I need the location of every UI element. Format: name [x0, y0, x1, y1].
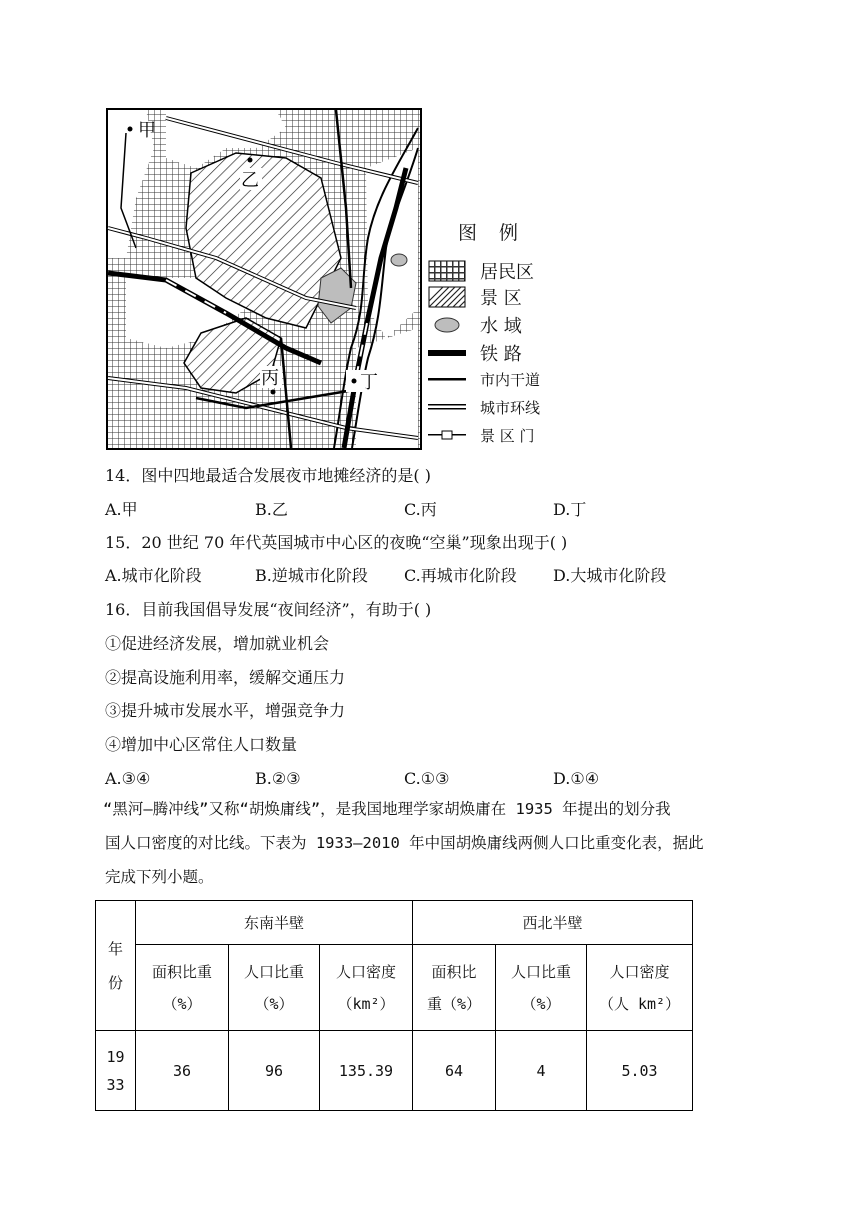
- cell-se-density: 135.39: [320, 1031, 413, 1111]
- ring-road-swatch-icon: [428, 396, 466, 418]
- row-year: 19 33: [96, 1031, 136, 1111]
- legend-item-water: 水 域: [428, 312, 522, 338]
- railway-swatch-icon: [428, 342, 466, 364]
- col-nw-pop: 人口比重 （%）: [496, 945, 587, 1031]
- q16-statement-2: ②提高设施利用率，缓解交通压力: [105, 668, 346, 687]
- pond: [391, 254, 407, 266]
- q16-statement-1: ①促进经济发展，增加就业机会: [105, 634, 330, 653]
- legend-title: 图 例: [458, 222, 527, 244]
- water-swatch-icon: [428, 314, 466, 336]
- legend-item-arterial: 市内干道: [428, 368, 540, 390]
- q14-option-b[interactable]: B.乙: [255, 500, 288, 519]
- legend-item-gate: 景 区 门: [428, 424, 535, 446]
- q14-option-d[interactable]: D.丁: [553, 500, 587, 519]
- cell-nw-density: 5.03: [587, 1031, 693, 1111]
- q16-option-d[interactable]: D.①④: [553, 769, 600, 788]
- question-14-stem: 14．图中四地最适合发展夜市地摊经济的是( ): [105, 466, 431, 485]
- q16-statement-3: ③提升城市发展水平，增强竞争力: [105, 701, 346, 720]
- question-15-stem: 15．20 世纪 70 年代英国城市中心区的夜晚“空巢”现象出现于( ): [105, 533, 568, 552]
- legend-item-residential: 居民区: [428, 258, 534, 284]
- cell-nw-area: 64: [413, 1031, 496, 1111]
- southeast-header: 东南半壁: [136, 901, 413, 945]
- col-se-pop: 人口比重 （%）: [229, 945, 320, 1031]
- col-nw-density: 人口密度 （人 km²）: [587, 945, 693, 1031]
- place-label-ding: 丁: [360, 372, 378, 393]
- arterial-swatch-icon: [428, 368, 466, 390]
- population-table: [95, 900, 693, 1111]
- q16-option-a[interactable]: A.③④: [105, 769, 151, 788]
- cell-se-area: 36: [136, 1031, 229, 1111]
- passage-line-3: 完成下列小题。: [105, 868, 214, 886]
- legend-item-scenic: 景 区: [428, 284, 522, 310]
- place-dot-jia: [128, 127, 133, 132]
- year-header: 年 份: [96, 901, 136, 1031]
- q14-option-a[interactable]: A.甲: [105, 500, 138, 519]
- q15-option-b[interactable]: B.逆城市化阶段: [255, 566, 368, 585]
- scenic-swatch-icon: [428, 286, 466, 308]
- northwest-header: 西北半壁: [413, 901, 693, 945]
- legend-item-ring: 城市环线: [428, 396, 540, 418]
- cell-se-pop: 96: [229, 1031, 320, 1111]
- question-16-stem: 16．目前我国倡导发展“夜间经济”，有助于( ): [105, 600, 432, 619]
- q14-option-c[interactable]: C.丙: [404, 500, 437, 519]
- legend-item-railway: 铁 路: [428, 340, 522, 366]
- q16-statement-4: ④增加中心区常住人口数量: [105, 735, 298, 754]
- q15-option-d[interactable]: D.大城市化阶段: [553, 566, 667, 585]
- passage-line-1: “黑河—腾冲线”又称“胡焕庸线”，是我国地理学家胡焕庸在 1935 年提出的划分我: [103, 800, 671, 818]
- hu-line-passage: [105, 792, 765, 894]
- gate-swatch-icon: [428, 424, 466, 446]
- q15-option-a[interactable]: A.城市化阶段: [105, 566, 202, 585]
- col-nw-area: 面积比 重（%）: [413, 945, 496, 1031]
- passage-line-2: 国人口密度的对比线。下表为 1933—2010 年中国胡焕庸线两侧人口比重变化表，据此: [105, 834, 704, 852]
- place-dot-yi: [248, 158, 253, 163]
- place-dot-ding: [352, 379, 357, 384]
- q16-option-c[interactable]: C.①③: [404, 769, 450, 788]
- col-se-area: 面积比重 （%）: [136, 945, 229, 1031]
- table-row: [96, 1031, 693, 1111]
- col-se-density: 人口密度 （km²）: [320, 945, 413, 1031]
- q15-option-c[interactable]: C.再城市化阶段: [404, 566, 517, 585]
- place-label-yi: 乙: [241, 170, 259, 191]
- place-label-jia: 甲: [138, 120, 156, 141]
- place-label-bing: 丙: [261, 368, 279, 389]
- cell-nw-pop: 4: [496, 1031, 587, 1111]
- residential-swatch-icon: [428, 260, 466, 282]
- place-dot-bing: [271, 390, 276, 395]
- q16-option-b[interactable]: B.②③: [255, 769, 301, 788]
